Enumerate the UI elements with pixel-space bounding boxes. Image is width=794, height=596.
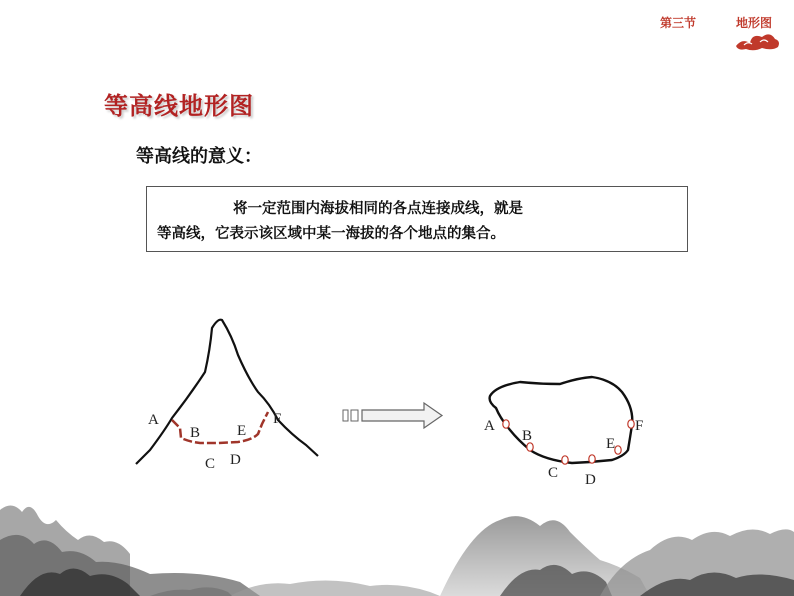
- side-point-label-a: A: [148, 412, 159, 428]
- right-arrow-icon: [343, 403, 442, 428]
- contour-marker-d: [589, 455, 595, 463]
- top-point-label-c: C: [548, 465, 559, 481]
- cloud-ornament-icon: [732, 30, 782, 52]
- side-point-label-c: C: [205, 456, 216, 472]
- ink-mountain-decoration: [0, 470, 794, 596]
- contour-marker-e: [615, 446, 621, 454]
- contour-marker-b: [527, 443, 533, 451]
- top-point-label-f: F: [635, 418, 644, 434]
- side-point-label-b: B: [190, 425, 201, 441]
- side-point-label-e: E: [237, 423, 247, 439]
- header-section-label: 第三节: [660, 16, 697, 30]
- section-subtitle: 等高线的意义：: [136, 146, 262, 167]
- top-point-label-d: D: [585, 472, 596, 488]
- definition-line-2: 等高线，它表示该区域中某一海拔的各个地点的集合。: [157, 226, 505, 242]
- top-point-label-a: A: [484, 418, 495, 434]
- top-point-label-b: B: [522, 428, 533, 444]
- contour-marker-c: [562, 456, 568, 464]
- contour-marker-a: [503, 420, 509, 428]
- page-title: 等高线地形图: [104, 92, 254, 120]
- definition-box: [146, 186, 688, 252]
- definition-line-1: 将一定范围内海拔相同的各点连接成线，就是: [233, 201, 523, 217]
- contour-marker-f: [628, 420, 634, 428]
- side-contour-line: [172, 412, 268, 443]
- mountain-side-view: [136, 320, 318, 472]
- header-topic-label: 地形图: [736, 16, 773, 30]
- top-point-label-e: E: [606, 436, 616, 452]
- side-point-label-f: F: [273, 411, 282, 427]
- side-point-label-d: D: [230, 452, 241, 468]
